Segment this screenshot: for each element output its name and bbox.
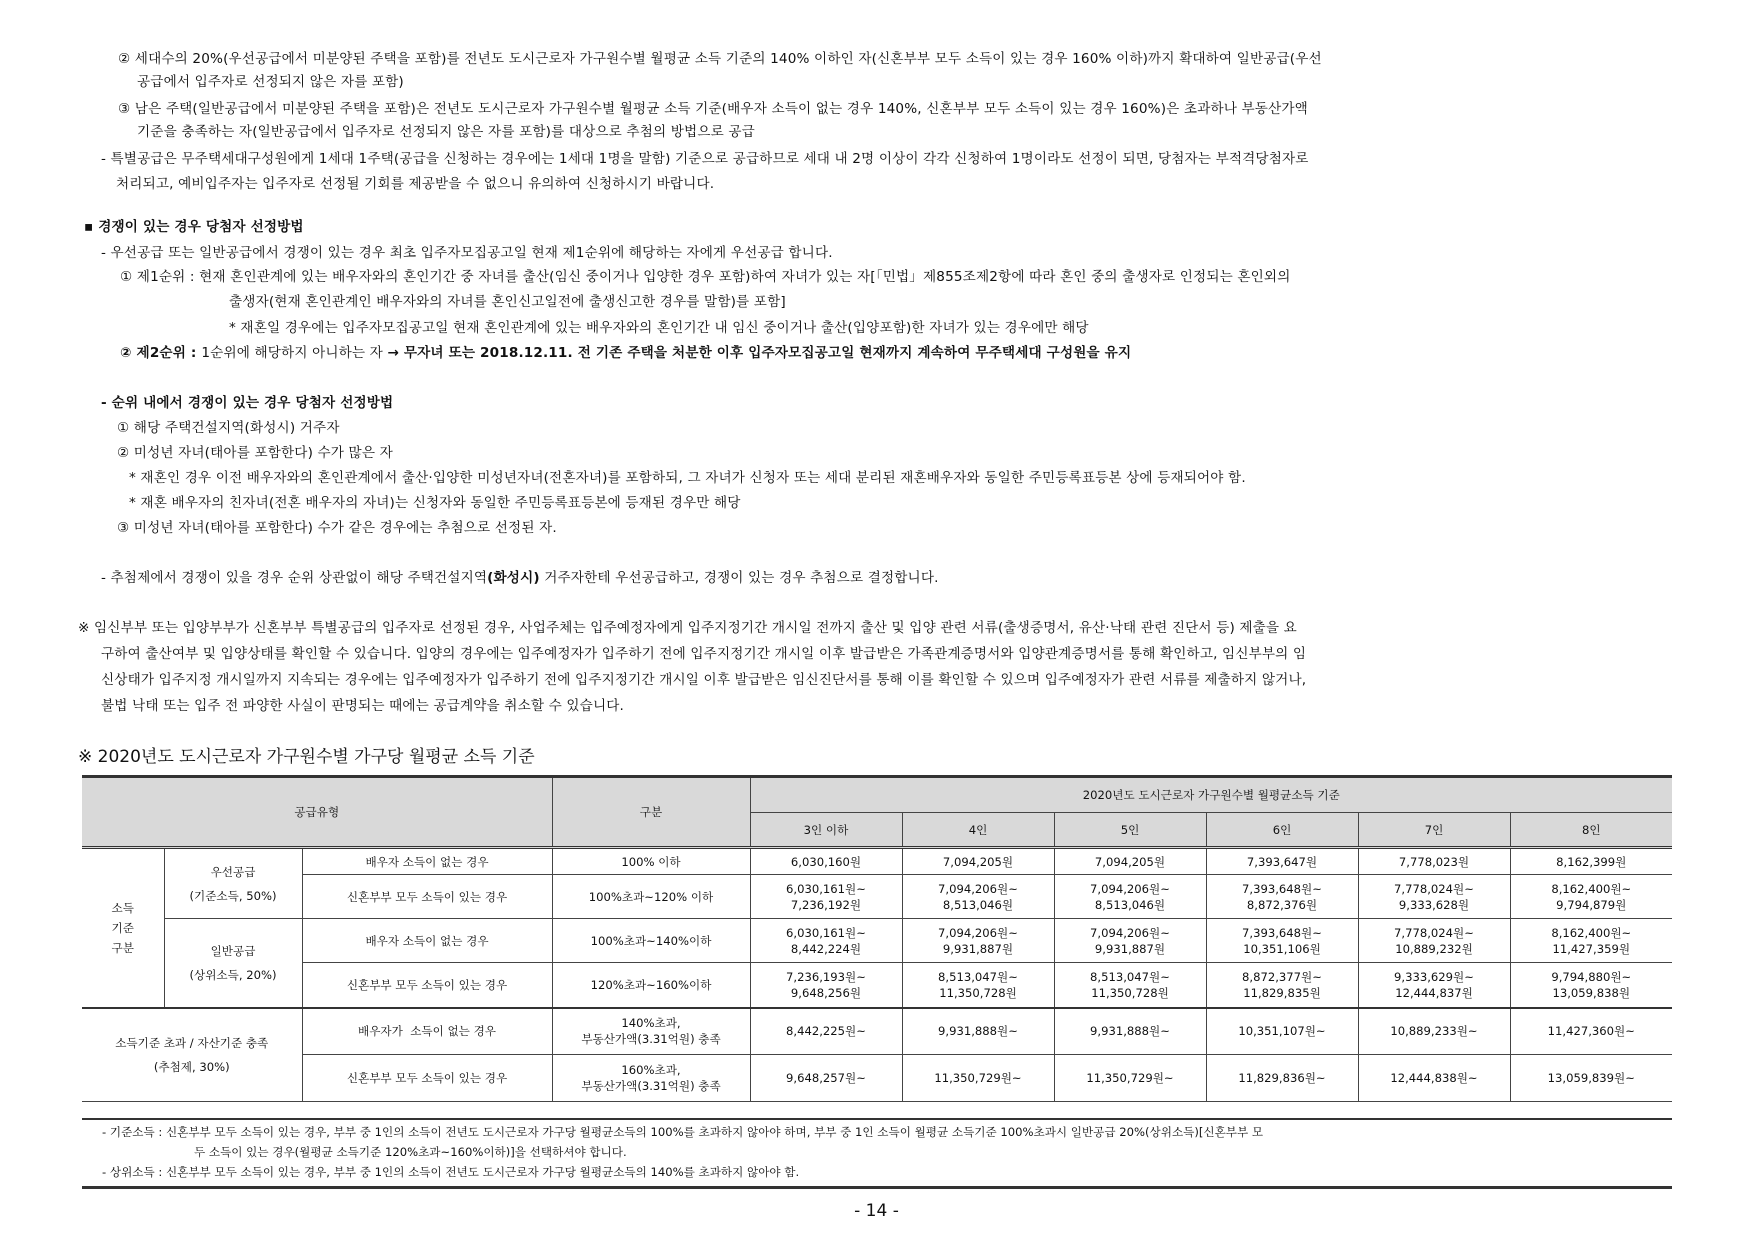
text-line: * 재혼 배우자의 친자녀(전혼 배우자의 자녀)는 신청자와 동일한 주민등록표등본에 등재된 경우만 해당 xyxy=(129,495,741,511)
value-cell: 7,778,024원~ 10,889,232원 xyxy=(1358,919,1510,963)
category-lottery: 소득기준 초과 / 자산기준 충족 (추첨제, 30%) xyxy=(82,1008,302,1102)
rank2-text: 1순위에 해당하지 아니하는 자 xyxy=(201,345,388,361)
text-line xyxy=(101,568,939,588)
text-line: * 재혼인 경우 이전 배우자와의 혼인관계에서 출산·입양한 미성년자녀(전혼자녀)를 포함하되, 그 자녀가 신청자 또는 세대 분리된 재혼배우자와 동일한 주민등록표등본 상에 등재되어야 함. xyxy=(129,470,1246,486)
range-cell: 100% 이하 xyxy=(552,848,750,875)
value-cell: 7,094,206원~ 8,513,046원 xyxy=(902,875,1054,919)
note-line: - 기준소득 : 신혼부부 모두 소득이 있는 경우, 부부 중 1인의 소득이 전년도 도시근로자 가구당 월평균소득의 100%를 초과하지 않아야 하며, 부부 중 1인 소득이 월평균 소득기준 100%초과시 일반공급 20%(상위소득)[신혼부부 모 xyxy=(102,1125,1264,1139)
value-cell: 11,350,729원~ xyxy=(902,1055,1054,1102)
text-line: ③ 남은 주택(일반공급에서 미분양된 주택을 포함)은 전년도 도시근로자 가구원수별 월평균 소득 기준(배우자 소득이 없는 경우 140%, 신혼부부 모두 소득이 있는 경우 160%)은 초과하나 부동산가액 xyxy=(118,101,1308,117)
range-cell: 120%초과~160%이하 xyxy=(552,963,750,1008)
text-line: - 우선공급 또는 일반공급에서 경쟁이 있는 경우 최초 입주자모집공고일 현재 제1순위에 해당하는 자에게 우선공급 합니다. xyxy=(101,245,833,261)
table-row xyxy=(82,963,1672,1008)
income-table xyxy=(82,775,1672,1102)
value-cell: 7,778,023원 xyxy=(1358,848,1510,875)
rank2-bold: → 무자녀 또는 2018.12.11. 전 기존 주택을 처분한 이후 입주자모집공고일 현재까지 계속하여 무주택세대 구성원을 유지 xyxy=(387,345,1132,361)
lottery-bold: (화성시) xyxy=(487,570,540,586)
value-cell: 8,162,400원~ 9,794,879원 xyxy=(1510,875,1672,919)
range-cell: 160%초과, 부동산가액(3.31억원) 충족 xyxy=(552,1055,750,1102)
lottery-text-2: 거주자한테 우선공급하고, 경쟁이 있는 경우 추첨으로 결정합니다. xyxy=(539,570,939,586)
subheading: ▪ 경쟁이 있는 경우 당첨자 선정방법 xyxy=(84,219,304,235)
range-cell: 140%초과, 부동산가액(3.31억원) 충족 xyxy=(552,1008,750,1055)
value-cell: 7,094,205원 xyxy=(902,848,1054,875)
condition-cell: 배우자 소득이 없는 경우 xyxy=(302,848,552,875)
value-cell: 9,931,888원~ xyxy=(902,1008,1054,1055)
table-row xyxy=(82,875,1672,919)
value-cell: 11,350,729원~ xyxy=(1054,1055,1206,1102)
text-line xyxy=(120,343,1131,363)
page-number: - 14 - xyxy=(854,1201,899,1221)
value-cell: 8,162,400원~ 11,427,359원 xyxy=(1510,919,1672,963)
value-cell: 10,351,107원~ xyxy=(1206,1008,1358,1055)
condition-cell: 신혼부부 모두 소득이 있는 경우 xyxy=(302,875,552,919)
value-cell: 7,094,206원~ 9,931,887원 xyxy=(1054,919,1206,963)
category-income: 소득 기준 구분 xyxy=(82,848,164,1008)
value-cell: 6,030,161원~ 8,442,224원 xyxy=(750,919,902,963)
header-size: 6인 xyxy=(1206,813,1358,848)
header-size: 3인 이하 xyxy=(750,813,902,848)
value-cell: 9,794,880원~ 13,059,838원 xyxy=(1510,963,1672,1008)
value-cell: 8,513,047원~ 11,350,728원 xyxy=(902,963,1054,1008)
text-line: - 특별공급은 무주택세대구성원에게 1세대 1주택(공급을 신청하는 경우에는 1세대 1명을 말함) 기준으로 공급하므로 세대 내 2명 이상이 각각 신청하여 1명이라도 선정이 되면, 당첨자는 부적격당첨자로 xyxy=(101,151,1309,167)
section-title: ※ 2020년도 도시근로자 가구원수별 가구당 월평균 소득 기준 xyxy=(78,747,535,767)
text-line: ※ 임신부부 또는 입양부부가 신혼부부 특별공급의 입주자로 선정된 경우, 사업주체는 입주예정자에게 입주지정기간 개시일 전까지 출산 및 입양 관련 서류(출생증명서, 유산·낙태 관련 진단서 등) 제출을 요 xyxy=(78,620,1297,636)
text-line: 출생자(현재 혼인관계인 배우자와의 자녀를 혼인신고일전에 출생신고한 경우를 말함)를 포함] xyxy=(229,294,786,310)
note-line: - 상위소득 : 신혼부부 모두 소득이 있는 경우, 부부 중 1인의 소득이 전년도 도시근로자 가구당 월평균소득의 140%를 초과하지 않아야 함. xyxy=(102,1165,800,1179)
header-supply-type: 공급유형 xyxy=(82,777,552,848)
value-cell: 8,442,225원~ xyxy=(750,1008,902,1055)
condition-cell: 배우자 소득이 없는 경우 xyxy=(302,919,552,963)
text-line: 불법 낙태 또는 입주 전 파양한 사실이 판명되는 때에는 공급계약을 취소할 수 있습니다. xyxy=(101,698,624,714)
value-cell: 6,030,160원 xyxy=(750,848,902,875)
category-priority: 우선공급 (기준소득, 50%) xyxy=(164,848,302,919)
note-line: 두 소득이 있는 경우(월평균 소득기준 120%초과~160%이하)]을 선택하셔야 합니다. xyxy=(194,1145,627,1159)
header-size: 5인 xyxy=(1054,813,1206,848)
range-cell: 100%초과~120% 이하 xyxy=(552,875,750,919)
table-row xyxy=(82,1008,1672,1055)
text-line: ③ 미성년 자녀(태아를 포함한다) 수가 같은 경우에는 추첨으로 선정된 자. xyxy=(117,520,557,536)
value-cell: 7,393,647원 xyxy=(1206,848,1358,875)
condition-cell: 배우자가 소득이 없는 경우 xyxy=(302,1008,552,1055)
text-line: ② 세대수의 20%(우선공급에서 미분양된 주택을 포함)를 전년도 도시근로자 가구원수별 월평균 소득 기준의 140% 이하인 자(신혼부부 모두 소득이 있는 경우 160% 이하)까지 확대하여 일반공급(우선 xyxy=(118,51,1322,67)
value-cell: 9,931,888원~ xyxy=(1054,1008,1206,1055)
condition-cell: 신혼부부 모두 소득이 있는 경우 xyxy=(302,963,552,1008)
value-cell: 7,094,206원~ 8,513,046원 xyxy=(1054,875,1206,919)
lottery-text: - 추첨제에서 경쟁이 있을 경우 순위 상관없이 해당 주택건설지역 xyxy=(101,570,488,586)
text-line: 구하여 출산여부 및 입양상태를 확인할 수 있습니다. 입양의 경우에는 입주예정자가 입주하기 전에 입주지정기간 개시일 이후 발급받은 가족관계증명서와 입양관계증명서를 통해 확인하고, 임신부부의 임 xyxy=(101,646,1307,662)
value-cell: 6,030,161원~ 7,236,192원 xyxy=(750,875,902,919)
text-line: 처리되고, 예비입주자는 입주자로 선정될 기회를 제공받을 수 없으니 유의하여 신청하시기 바랍니다. xyxy=(116,176,715,192)
value-cell: 11,829,836원~ xyxy=(1206,1055,1358,1102)
header-size: 7인 xyxy=(1358,813,1510,848)
table-row xyxy=(82,919,1672,963)
value-cell: 13,059,839원~ xyxy=(1510,1055,1672,1102)
value-cell: 7,778,024원~ 9,333,628원 xyxy=(1358,875,1510,919)
text-line: ① 제1순위 : 현재 혼인관계에 있는 배우자와의 혼인기간 중 자녀를 출산(임신 중이거나 입양한 경우 포함)하여 자녀가 있는 자[「민법」제855조제2항에 따라 혼인 중의 출생자로 인정되는 혼인외의 xyxy=(120,269,1291,285)
text-line: 기준을 충족하는 자(일반공급에서 입주자로 선정되지 않은 자를 포함)를 대상으로 추첨의 방법으로 공급 xyxy=(137,124,755,140)
range-cell: 100%초과~140%이하 xyxy=(552,919,750,963)
value-cell: 8,162,399원 xyxy=(1510,848,1672,875)
rank2-label: ② 제2순위 : xyxy=(120,345,202,361)
value-cell: 7,094,205원 xyxy=(1054,848,1206,875)
value-cell: 8,872,377원~ 11,829,835원 xyxy=(1206,963,1358,1008)
header-group: 2020년도 도시근로자 가구원수별 월평균소득 기준 xyxy=(750,777,1672,813)
text-line: ② 미성년 자녀(태아를 포함한다) 수가 많은 자 xyxy=(117,445,393,461)
value-cell: 9,648,257원~ xyxy=(750,1055,902,1102)
value-cell: 7,393,648원~ 8,872,376원 xyxy=(1206,875,1358,919)
header-class: 구분 xyxy=(552,777,750,848)
value-cell: 10,889,233원~ xyxy=(1358,1008,1510,1055)
value-cell: 12,444,838원~ xyxy=(1358,1055,1510,1102)
table-row xyxy=(82,848,1672,875)
value-cell: 9,333,629원~ 12,444,837원 xyxy=(1358,963,1510,1008)
value-cell: 8,513,047원~ 11,350,728원 xyxy=(1054,963,1206,1008)
header-size: 8인 xyxy=(1510,813,1672,848)
text-line: 공급에서 입주자로 선정되지 않은 자를 포함) xyxy=(137,74,404,90)
condition-cell: 신혼부부 모두 소득이 있는 경우 xyxy=(302,1055,552,1102)
text-line: ① 해당 주택건설지역(화성시) 거주자 xyxy=(117,420,340,436)
text-line: * 재혼일 경우에는 입주자모집공고일 현재 혼인관계에 있는 배우자와의 혼인기간 내 임신 중이거나 출산(입양포함)한 자녀가 있는 경우에만 해당 xyxy=(229,320,1089,336)
value-cell: 7,236,193원~ 9,648,256원 xyxy=(750,963,902,1008)
text-line: 신상태가 입주지정 개시일까지 지속되는 경우에는 입주예정자가 입주하기 전에 입주지정기간 개시일 이후 발급받은 임신진단서를 통해 이를 확인할 수 있으며 입주예정자가 관련 서류를 제출하지 않거나, xyxy=(101,672,1307,688)
table-row xyxy=(82,1055,1672,1102)
value-cell: 7,094,206원~ 9,931,887원 xyxy=(902,919,1054,963)
header-size: 4인 xyxy=(902,813,1054,848)
value-cell: 7,393,648원~ 10,351,106원 xyxy=(1206,919,1358,963)
category-general: 일반공급 (상위소득, 20%) xyxy=(164,919,302,1008)
subheading: - 순위 내에서 경쟁이 있는 경우 당첨자 선정방법 xyxy=(101,395,394,411)
table-notes xyxy=(82,1118,1672,1189)
value-cell: 11,427,360원~ xyxy=(1510,1008,1672,1055)
